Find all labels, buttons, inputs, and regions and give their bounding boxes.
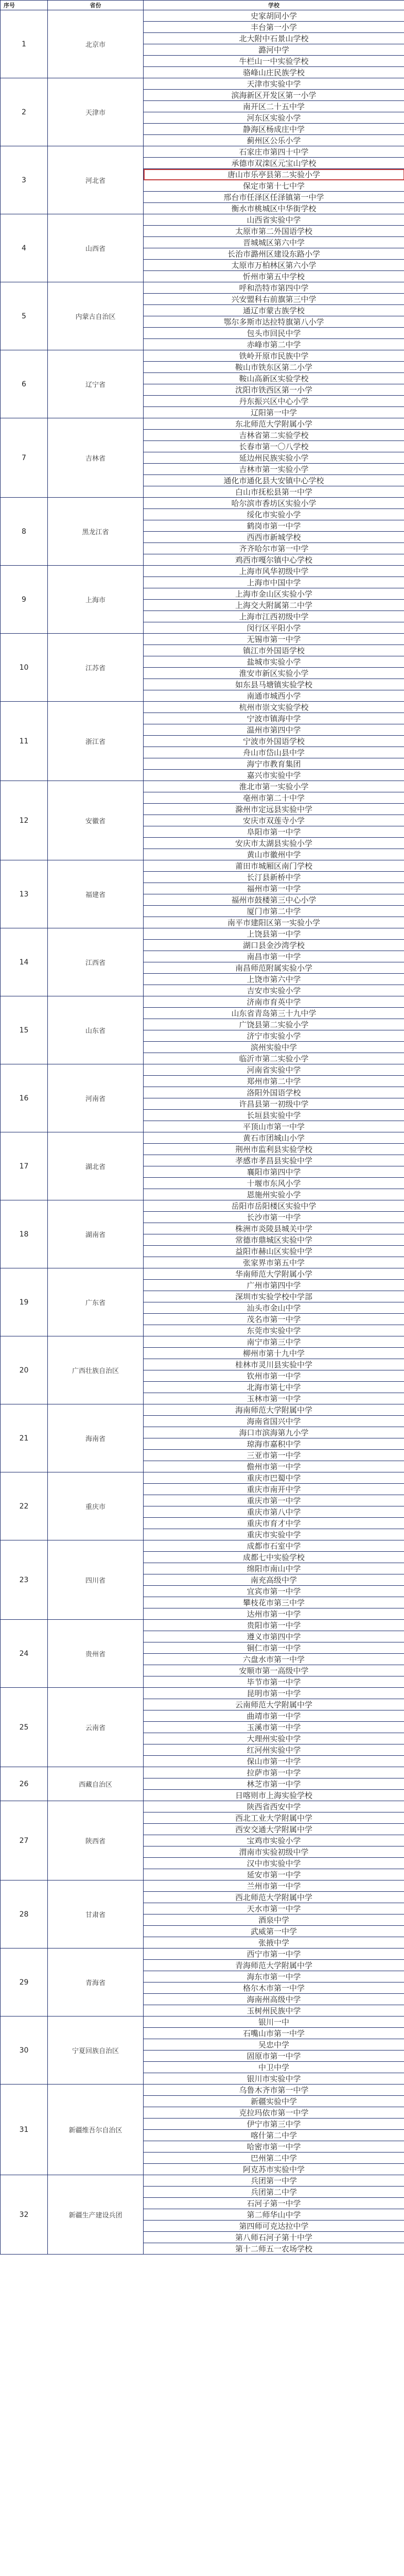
province-cell: 新疆生产建设兵团	[48, 2175, 144, 2255]
table-row	[1, 2016, 404, 2028]
table-row	[1, 1880, 404, 1892]
school-cell: 平顶山市第一中学	[144, 1121, 404, 1132]
province-cell: 江苏省	[48, 634, 144, 702]
province-cell: 甘肃省	[48, 1880, 144, 1948]
table-row	[1, 1540, 404, 1552]
school-cell: 重庆市育才中学	[144, 1518, 404, 1529]
school-cell: 荆州市监利县实验学校	[144, 1144, 404, 1155]
school-cell: 茂名市第一中学	[144, 1314, 404, 1325]
school-cell: 宁波市外国语学校	[144, 736, 404, 747]
table-row	[1, 78, 404, 90]
table-row	[1, 1767, 404, 1778]
school-cell: 丰台第一小学	[144, 22, 404, 33]
school-cell: 兵团第一中学	[144, 2175, 404, 2187]
row-number: 10	[1, 634, 48, 702]
table-row	[1, 702, 404, 713]
table-row	[1, 418, 404, 430]
school-cell: 天水市第一中学	[144, 1903, 404, 1914]
province-cell: 新疆维吾尔自治区	[48, 2084, 144, 2175]
school-cell: 汉中市实验中学	[144, 1858, 404, 1869]
school-cell: 巴州第二中学	[144, 2153, 404, 2164]
school-cell: 鹤岗市第一中学	[144, 520, 404, 532]
province-cell: 四川省	[48, 1540, 144, 1620]
school-cell: 舟山市岱山县中学	[144, 747, 404, 758]
row-number: 27	[1, 1801, 48, 1880]
school-cell: 酒泉中学	[144, 1914, 404, 1926]
table-row	[1, 634, 404, 645]
school-cell: 济宁市实验小学	[144, 1030, 404, 1042]
province-cell: 内蒙古自治区	[48, 282, 144, 350]
school-cell: 上饶县第一中学	[144, 928, 404, 940]
row-number: 20	[1, 1336, 48, 1404]
school-cell: 河东区实验小学	[144, 112, 404, 124]
school-cell: 东莞市实验中学	[144, 1325, 404, 1336]
school-cell: 武威第一中学	[144, 1926, 404, 1937]
table-row	[1, 214, 404, 226]
school-cell: 柳州市第十九中学	[144, 1348, 404, 1359]
school-cell: 如东县马塘镇实验学校	[144, 679, 404, 690]
table-row	[1, 1200, 404, 1212]
row-number: 14	[1, 928, 48, 996]
school-cell: 南昌市第一中学	[144, 951, 404, 962]
school-cell: 厦门市第二中学	[144, 906, 404, 917]
school-cell: 长垣县实验中学	[144, 1110, 404, 1121]
school-cell: 桂林市灵川县实验中学	[144, 1359, 404, 1370]
school-cell: 宁波市镇海中学	[144, 713, 404, 724]
province-cell: 西藏自治区	[48, 1767, 144, 1801]
table-row	[1, 566, 404, 577]
table-row	[1, 1268, 404, 1280]
school-cell: 重庆市实验中学	[144, 1529, 404, 1540]
row-number: 19	[1, 1268, 48, 1336]
school-cell: 滁州市定远县实验中学	[144, 804, 404, 815]
school-cell: 攀枝花市第三中学	[144, 1597, 404, 1608]
table-body	[1, 10, 404, 2255]
school-cell: 太原市第二外国语学校	[144, 226, 404, 237]
school-cell: 张家界市第五中学	[144, 1257, 404, 1268]
school-cell: 恩施州实验小学	[144, 1189, 404, 1200]
school-cell: 大理州实验中学	[144, 1733, 404, 1744]
school-cell: 第四师可克达拉中学	[144, 2221, 404, 2232]
row-number: 12	[1, 781, 48, 860]
school-cell: 温州市第四中学	[144, 724, 404, 736]
school-cell: 乌鲁木齐市第一中学	[144, 2084, 404, 2096]
row-number: 1	[1, 10, 48, 78]
school-cell: 十堰市东风小学	[144, 1178, 404, 1189]
province-cell: 湖南省	[48, 1200, 144, 1268]
province-cell: 广西壮族自治区	[48, 1336, 144, 1404]
school-cell: 鞍山市铁东区第二小学	[144, 362, 404, 373]
school-cell: 上海交大附属第二中学	[144, 600, 404, 611]
school-cell: 上海市金山区实验小学	[144, 588, 404, 600]
school-cell: 杭州市崇文实验学校	[144, 702, 404, 713]
school-cell: 衡水市桃城区中华街学校	[144, 203, 404, 214]
school-cell: 南通市城西小学	[144, 690, 404, 702]
school-cell: 湖口县金沙湾学校	[144, 940, 404, 951]
table-row	[1, 350, 404, 362]
province-cell: 上海市	[48, 566, 144, 634]
row-number: 5	[1, 282, 48, 350]
province-cell: 陕西省	[48, 1801, 144, 1880]
table-row	[1, 1336, 404, 1348]
school-cell: 益阳市赫山区实验中学	[144, 1246, 404, 1257]
school-cell: 丹东振兴区中心小学	[144, 396, 404, 407]
school-cell: 长治市潞州区建设东路小学	[144, 248, 404, 260]
school-cell: 石河子第一中学	[144, 2198, 404, 2209]
row-number: 2	[1, 78, 48, 146]
school-cell: 成都市石室中学	[144, 1540, 404, 1552]
row-number: 6	[1, 350, 48, 418]
school-cell: 上饶市第六中学	[144, 974, 404, 985]
school-cell: 钦州市第一中学	[144, 1370, 404, 1382]
row-number: 23	[1, 1540, 48, 1620]
header-row	[1, 1, 404, 10]
school-cell: 保山市第一中学	[144, 1756, 404, 1767]
table-row	[1, 10, 404, 22]
school-cell: 重庆市巴蜀中学	[144, 1472, 404, 1484]
school-cell: 北海市第七中学	[144, 1382, 404, 1393]
province-cell: 贵州省	[48, 1620, 144, 1688]
row-number: 18	[1, 1200, 48, 1268]
row-number: 3	[1, 146, 48, 214]
school-cell: 华南师范大学附属小学	[144, 1268, 404, 1280]
province-cell: 山西省	[48, 214, 144, 282]
school-cell: 济南市育英中学	[144, 996, 404, 1008]
row-number: 13	[1, 860, 48, 928]
school-cell: 襄阳市第四中学	[144, 1166, 404, 1178]
school-cell: 石嘴山市第一中学	[144, 2028, 404, 2039]
school-cell: 拉萨市第一中学	[144, 1767, 404, 1778]
province-cell: 山东省	[48, 996, 144, 1064]
school-cell: 滨海新区开发区第一小学	[144, 90, 404, 101]
school-cell: 六盘水市第一中学	[144, 1654, 404, 1665]
school-cell: 宝鸡市实验小学	[144, 1835, 404, 1846]
school-cell: 盐城市实验小学	[144, 656, 404, 668]
school-cell: 长汀县新桥中学	[144, 872, 404, 883]
school-cell: 海宁市教育集团	[144, 758, 404, 770]
table-row	[1, 1404, 404, 1416]
school-cell: 兴安盟科右前旗第三中学	[144, 294, 404, 305]
school-cell: 南平市建阳区第一实验小学	[144, 917, 404, 928]
table-row	[1, 928, 404, 940]
school-cell: 福州市第一中学	[144, 883, 404, 894]
school-cell: 长沙市第一中学	[144, 1212, 404, 1223]
province-cell: 宁夏回族自治区	[48, 2016, 144, 2084]
table-row	[1, 282, 404, 294]
school-cell: 成都七中实验学校	[144, 1552, 404, 1563]
school-cell: 青海师范大学附属中学	[144, 1960, 404, 1971]
school-cell: 西宁市第一中学	[144, 1948, 404, 1960]
school-cell: 兵团第二中学	[144, 2187, 404, 2198]
school-cell: 昆明市第一中学	[144, 1688, 404, 1699]
school-cell: 南充高级中学	[144, 1574, 404, 1586]
school-cell: 玉林市第一中学	[144, 1393, 404, 1404]
province-cell: 青海省	[48, 1948, 144, 2016]
school-cell: 海南师范大学附属中学	[144, 1404, 404, 1416]
school-cell: 银川一中	[144, 2016, 404, 2028]
school-cell: 毕节市第一中学	[144, 1676, 404, 1688]
province-cell: 辽宁省	[48, 350, 144, 418]
school-cell: 铁岭开原市民族中学	[144, 350, 404, 362]
table-row	[1, 1801, 404, 1812]
row-number: 15	[1, 996, 48, 1064]
school-cell: 鄂尔多斯市达拉特旗第八小学	[144, 316, 404, 328]
school-cell: 呼和浩特市第四中学	[144, 282, 404, 294]
school-cell: 陕西省西安中学	[144, 1801, 404, 1812]
province-cell: 云南省	[48, 1688, 144, 1767]
school-cell: 吉安市实验小学	[144, 985, 404, 996]
row-number: 28	[1, 1880, 48, 1948]
school-cell: 第二师华山中学	[144, 2209, 404, 2221]
school-cell: 重庆市第一中学	[144, 1495, 404, 1506]
school-cell: 重庆市第八中学	[144, 1506, 404, 1518]
school-cell: 长春市第一〇八学校	[144, 441, 404, 452]
school-cell: 上海市江西初级中学	[144, 611, 404, 622]
school-cell: 阿克苏市实验中学	[144, 2164, 404, 2175]
school-cell: 辽阳第一中学	[144, 407, 404, 418]
province-cell: 北京市	[48, 10, 144, 78]
school-cell: 第十二师五一农场学校	[144, 2243, 404, 2255]
school-cell: 海口市滨海第九小学	[144, 1427, 404, 1438]
school-cell: 中卫中学	[144, 2062, 404, 2073]
school-cell: 张掖中学	[144, 1937, 404, 1948]
school-cell: 南开区二十五中学	[144, 101, 404, 112]
school-cell: 玉树州民族中学	[144, 2005, 404, 2016]
table-row	[1, 1472, 404, 1484]
school-cell: 克拉玛依市第一中学	[144, 2107, 404, 2119]
school-cell: 渭南市实验初级中学	[144, 1846, 404, 1858]
school-cell: 东北师范大学附属小学	[144, 418, 404, 430]
row-number: 9	[1, 566, 48, 634]
school-cell: 安庆市双莲寺小学	[144, 815, 404, 826]
school-cell: 骆峰山庄民族学校	[144, 67, 404, 78]
row-number: 7	[1, 418, 48, 498]
school-cell: 红河州实验中学	[144, 1744, 404, 1756]
school-cell: 通辽市蒙古族学校	[144, 305, 404, 316]
school-cell: 喀什第二中学	[144, 2130, 404, 2141]
school-cell: 西北工业大学附属中学	[144, 1812, 404, 1824]
school-cell: 常德市鼎城区实验中学	[144, 1234, 404, 1246]
school-cell: 哈密市第一中学	[144, 2141, 404, 2153]
school-cell: 汕头市金山中学	[144, 1302, 404, 1314]
header-province: 省份	[48, 1, 144, 10]
school-cell: 铜仁市第一中学	[144, 1642, 404, 1654]
school-cell: 西北师范大学附属中学	[144, 1892, 404, 1903]
school-cell: 吴忠中学	[144, 2039, 404, 2050]
school-cell: 包头市回民中学	[144, 328, 404, 339]
school-cell: 新疆实验中学	[144, 2096, 404, 2107]
school-cell: 绵阳市南山中学	[144, 1563, 404, 1574]
school-cell: 亳州市第二十中学	[144, 792, 404, 804]
school-cell: 第八师石河子第十中学	[144, 2232, 404, 2243]
school-cell: 广州市第四中学	[144, 1280, 404, 1291]
school-cell: 河南省实验中学	[144, 1064, 404, 1076]
school-cell: 安庆市太湖县实验小学	[144, 838, 404, 849]
school-cell: 镇江市外国语学校	[144, 645, 404, 656]
table-row	[1, 781, 404, 792]
school-cell: 山西省实验中学	[144, 214, 404, 226]
row-number: 32	[1, 2175, 48, 2255]
school-cell: 鸡西市嘎尔镇中心学校	[144, 554, 404, 566]
row-number: 31	[1, 2084, 48, 2175]
header-school: 学校	[144, 1, 404, 10]
province-cell: 天津市	[48, 78, 144, 146]
school-cell: 许昌县第一初级中学	[144, 1098, 404, 1110]
school-cell: 邢台市任泽区任泽镇第一中学	[144, 192, 404, 203]
school-cell: 齐齐哈尔市第一中学	[144, 543, 404, 554]
school-cell: 海南州高级中学	[144, 1994, 404, 2005]
province-cell: 江西省	[48, 928, 144, 996]
row-number: 30	[1, 2016, 48, 2084]
school-cell: 滨州实验中学	[144, 1042, 404, 1053]
school-cell: 洛阳外国语学校	[144, 1087, 404, 1098]
school-cell: 静海区杨成庄中学	[144, 124, 404, 135]
school-cell: 黄石市团城山小学	[144, 1132, 404, 1144]
school-cell: 太原市万柏林区第六小学	[144, 260, 404, 271]
school-cell: 延边州民族实验小学	[144, 452, 404, 464]
province-cell: 广东省	[48, 1268, 144, 1336]
school-cell: 云南师范大学附属中学	[144, 1699, 404, 1710]
school-cell: 西西市新城学校	[144, 532, 404, 543]
school-cell: 曲靖市第一中学	[144, 1710, 404, 1722]
school-cell: 儋州市第一中学	[144, 1461, 404, 1472]
school-cell: 福州市鼓楼第三中心小学	[144, 894, 404, 906]
school-cell: 格尔木市第一中学	[144, 1982, 404, 1994]
province-cell: 安徽省	[48, 781, 144, 860]
school-cell: 潞河中学	[144, 44, 404, 56]
school-cell: 孝感市孝昌县实验中学	[144, 1155, 404, 1166]
school-cell: 沈阳市铁西区第一小学	[144, 384, 404, 396]
school-cell: 淮北市第一实验小学	[144, 781, 404, 792]
school-cell: 海南省国兴中学	[144, 1416, 404, 1427]
table-row	[1, 1688, 404, 1699]
school-cell: 莆田市城厢区南门学校	[144, 860, 404, 872]
school-cell: 绥化市实验小学	[144, 509, 404, 520]
table-row	[1, 996, 404, 1008]
table-row	[1, 2084, 404, 2096]
school-cell: 嘉兴市实验中学	[144, 770, 404, 781]
table-row	[1, 860, 404, 872]
school-cell: 山东省青岛第三十九中学	[144, 1008, 404, 1019]
school-cell: 忻州市第五中学校	[144, 271, 404, 282]
province-cell: 浙江省	[48, 702, 144, 781]
province-cell: 吉林省	[48, 418, 144, 498]
table-row	[1, 1948, 404, 1960]
school-cell: 石家庄市第四十中学	[144, 146, 404, 158]
school-cell: 吉林省第二实验学校	[144, 430, 404, 441]
school-cell: 天津市实验中学	[144, 78, 404, 90]
row-number: 24	[1, 1620, 48, 1688]
school-cell: 晋城城区第六中学	[144, 237, 404, 248]
school-cell: 黄山市徽州中学	[144, 849, 404, 860]
school-cell: 赤峰市第二中学	[144, 339, 404, 350]
school-cell: 承德市双滦区元宝山学校	[144, 158, 404, 169]
school-cell: 吉林市第一实验小学	[144, 464, 404, 475]
table-row	[1, 1132, 404, 1144]
school-cell: 琼海市嘉积中学	[144, 1438, 404, 1450]
school-cell: 株洲市炎陵县城关中学	[144, 1223, 404, 1234]
school-cell: 保定市第十七中学	[144, 180, 404, 192]
school-cell: 鞍山高新区实验学校	[144, 373, 404, 384]
school-cell: 南昌师范附属实验小学	[144, 962, 404, 974]
row-number: 26	[1, 1767, 48, 1801]
school-cell: 北大附中石景山学校	[144, 33, 404, 44]
school-cell: 伊宁市第三中学	[144, 2119, 404, 2130]
table-row	[1, 2175, 404, 2187]
province-cell: 福建省	[48, 860, 144, 928]
school-cell: 白山市抚松县第一中学	[144, 486, 404, 498]
school-cell: 深圳市实验学校中学部	[144, 1291, 404, 1302]
school-cell-highlighted: 唐山市乐亭县第二实验小学	[144, 169, 404, 180]
row-number: 29	[1, 1948, 48, 2016]
school-cell: 贵阳市第一中学	[144, 1620, 404, 1631]
school-cell: 安顺市第一高级中学	[144, 1665, 404, 1676]
table-row	[1, 1064, 404, 1076]
province-cell: 海南省	[48, 1404, 144, 1472]
table-row	[1, 1620, 404, 1631]
table-row	[1, 146, 404, 158]
school-cell: 岳阳市岳阳楼区实验中学	[144, 1200, 404, 1212]
school-cell: 玉溪市第一中学	[144, 1722, 404, 1733]
school-cell: 阜阳市第一中学	[144, 826, 404, 838]
row-number: 17	[1, 1132, 48, 1200]
school-cell: 宜宾市第一中学	[144, 1586, 404, 1597]
header-num: 序号	[1, 1, 48, 10]
row-number: 11	[1, 702, 48, 781]
school-cell: 牛栏山一中实验学校	[144, 56, 404, 67]
school-cell: 临沂市第二实验小学	[144, 1053, 404, 1064]
school-cell: 银川市实验中学	[144, 2073, 404, 2084]
school-cell: 通化市通化县大安镇中心学校	[144, 475, 404, 486]
school-cell: 上海市中国中学	[144, 577, 404, 588]
school-cell: 重庆市南开中学	[144, 1484, 404, 1495]
province-cell: 湖北省	[48, 1132, 144, 1200]
school-cell: 林芝市第一中学	[144, 1778, 404, 1790]
row-number: 22	[1, 1472, 48, 1540]
row-number: 4	[1, 214, 48, 282]
school-cell: 日喀则市上海实验学校	[144, 1790, 404, 1801]
school-cell: 淮安市新区实验小学	[144, 668, 404, 679]
table-row	[1, 498, 404, 509]
school-cell: 固原市第一中学	[144, 2050, 404, 2062]
school-cell: 蓟州区公乐小学	[144, 135, 404, 146]
row-number: 8	[1, 498, 48, 566]
province-cell: 河北省	[48, 146, 144, 214]
school-cell: 无锡市第一中学	[144, 634, 404, 645]
school-cell: 广饶县第二实验小学	[144, 1019, 404, 1030]
school-cell: 哈尔滨市香坊区实验小学	[144, 498, 404, 509]
province-cell: 黑龙江省	[48, 498, 144, 566]
school-cell: 闵行区平阳小学	[144, 622, 404, 634]
school-cell: 三亚市第一中学	[144, 1450, 404, 1461]
school-cell: 史家胡同小学	[144, 10, 404, 22]
school-cell: 南宁市第三中学	[144, 1336, 404, 1348]
school-cell: 遵义市第四中学	[144, 1631, 404, 1642]
school-cell: 海东市第一中学	[144, 1971, 404, 1982]
province-cell: 河南省	[48, 1064, 144, 1132]
school-cell: 延安市第一中学	[144, 1869, 404, 1880]
province-cell: 重庆市	[48, 1472, 144, 1540]
school-cell: 郑州市第二中学	[144, 1076, 404, 1087]
school-cell: 西安交通大学附属中学	[144, 1824, 404, 1835]
row-number: 16	[1, 1064, 48, 1132]
school-cell: 上海市风华初级中学	[144, 566, 404, 577]
row-number: 25	[1, 1688, 48, 1767]
school-cell: 兰州市第一中学	[144, 1880, 404, 1892]
school-cell: 达州市第一中学	[144, 1608, 404, 1620]
row-number: 21	[1, 1404, 48, 1472]
